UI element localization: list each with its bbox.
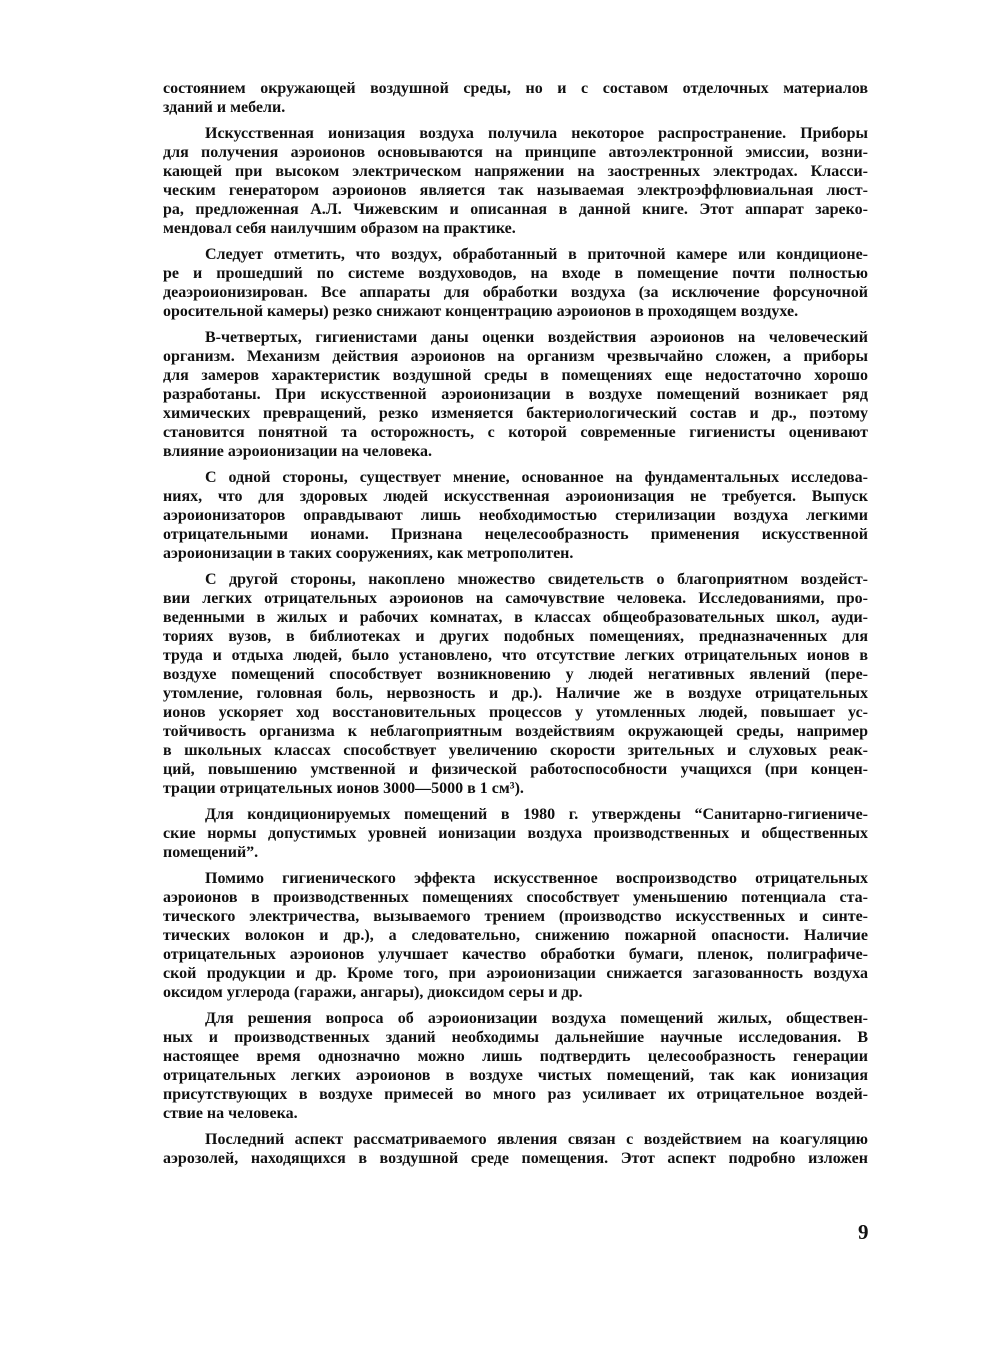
text-line: присутствующих в воздухе примесей во много раз усиливает их отрицательное воздей- xyxy=(163,1086,868,1103)
text-line: веденными в жилых и рабочих комнатах, в классах общеобразовательных школ, ауди- xyxy=(163,609,868,626)
text-line: отрицательных аэроионов улучшает качество обработки бумаги, пленок, полиграфиче- xyxy=(163,946,868,963)
paragraph xyxy=(163,245,868,321)
paragraph xyxy=(163,1130,868,1168)
text-line: Для решения вопроса об аэроионизации воздуха помещений жилых, обществен- xyxy=(205,1010,868,1027)
text-line: мендовал себя наилучшим образом на практике. xyxy=(163,220,516,237)
text-line: настоящее время однозначно можно лишь подтвердить целесообразность генерации xyxy=(163,1048,868,1065)
paragraph xyxy=(163,79,868,117)
page-body xyxy=(163,79,868,1175)
text-line: влияние аэроионизации на человека. xyxy=(163,443,433,460)
paragraph xyxy=(163,124,868,238)
text-line: для замеров характеристик воздушной среды в помещениях еще недостаточно хорошо xyxy=(163,367,868,384)
text-line: становится понятной та осторожность, с которой современные гигиенисты оценивают xyxy=(163,424,868,441)
text-line: тойчивость организма к неблагоприятным воздействиям окружающей среды, например xyxy=(163,723,868,740)
text-line: С другой стороны, накоплено множество свидетельств о благоприятном воздейст- xyxy=(205,571,868,588)
text-line: Искусственная ионизация воздуха получила некоторое распространение. Приборы xyxy=(205,125,868,142)
text-line: ниях, что для здоровых людей искусственная аэроионизация не требуется. Выпуск xyxy=(163,488,868,505)
text-line: ствие на человека. xyxy=(163,1105,298,1122)
text-line: помещений”. xyxy=(163,844,259,861)
text-line: труда и отдыха людей, было установлено, что отсутствие легких отрицательных ионов в xyxy=(163,647,868,664)
text-line: ионов ускоряет ход восстановительных процессов у утомленных людей, повышает ус- xyxy=(163,704,868,721)
text-line: вии легких отрицательных аэроионов на самочувствие человека. Исследованиями, про- xyxy=(163,590,868,607)
text-line: отрицательными ионами. Признана нецелесообразность применения искусственной xyxy=(163,526,868,543)
text-line: в школьных классах способствует увеличению скорости зрительных и слуховых реак- xyxy=(163,742,868,759)
text-line: аэроионизации в таких сооружениях, как метрополитен. xyxy=(163,545,574,562)
text-line: организм. Механизм действия аэроионов на организм чрезвычайно сложен, а приборы xyxy=(163,348,868,365)
paragraph xyxy=(163,805,868,862)
text-line: отрицательных легких аэроионов в воздухе чистых помещений, так как ионизация xyxy=(163,1067,868,1084)
text-line: ческим генератором аэроионов является так называемая электроэффлювиальная люст- xyxy=(163,182,868,199)
text-line: трации отрицательных ионов 3000—5000 в 1 см³). xyxy=(163,780,524,797)
text-line: тического электричества, вызываемого трением (производство искусственных и синте- xyxy=(163,908,868,925)
paragraph xyxy=(163,570,868,798)
text-line: оросительной камеры) резко снижают концентрацию аэроионов в проходящем воздухе. xyxy=(163,303,799,320)
text-line: ре и прошедший по системе воздуховодов, на входе в помещение почти полностью xyxy=(163,265,868,282)
text-line: ской продукции и др. Кроме того, при аэроионизации снижается загазованность воздуха xyxy=(163,965,868,982)
text-line: ных и производственных зданий необходимы дальнейшие научные исследования. В xyxy=(163,1029,868,1046)
text-line: деаэроионизирован. Все аппараты для обработки воздуха (за исключение форсуночной xyxy=(163,284,868,301)
paragraph xyxy=(163,468,868,563)
text-line: состоянием окружающей воздушной среды, но и с составом отделочных материалов xyxy=(163,80,868,97)
text-line: аэроионов в производственных помещениях способствует уменьшению потенциала ста- xyxy=(163,889,868,906)
text-line: химических превращений, резко изменяется бактериологический состав и др., поэтому xyxy=(163,405,868,422)
text-line: Помимо гигиенического эффекта искусственное воспроизводство отрицательных xyxy=(205,870,868,887)
text-line: кающей при высоком электрическом напряжении на заостренных электродах. Класси- xyxy=(163,163,868,180)
text-line: зданий и мебели. xyxy=(163,99,286,116)
text-line: В-четвертых, гигиенистами даны оценки воздействия аэроионов на человеческий xyxy=(205,329,868,346)
text-line: Для кондиционируемых помещений в 1980 г. утверждены “Санитарно-гигиениче- xyxy=(205,806,868,823)
page-number: 9 xyxy=(858,1220,869,1244)
text-line: ра, предложенная А.Л. Чижевским и описанная в данной книге. Этот аппарат зареко- xyxy=(163,201,868,218)
text-line: для получения аэроионов основываются на принципе автоэлектронной эмиссии, возни- xyxy=(163,144,868,161)
text-line: воздухе помещений способствует возникновению у людей негативных явлений (пере- xyxy=(163,666,868,683)
text-line: утомление, головная боль, нервозность и др.). Наличие же в воздухе отрицательных xyxy=(163,685,868,702)
text-line: ций, повышению умственной и физической работоспособности учащихся (при концен- xyxy=(163,761,868,778)
paragraph xyxy=(163,869,868,1002)
text-line: разработаны. При искусственной аэроионизации в воздухе помещений возникает ряд xyxy=(163,386,868,403)
text-line: С одной стороны, существует мнение, основанное на фундаментальных исследова- xyxy=(205,469,868,486)
paragraph xyxy=(163,1009,868,1123)
text-line: Следует отметить, что воздух, обработанный в приточной камере или кондиционе- xyxy=(205,246,868,263)
text-line: Последний аспект рассматриваемого явления связан с воздействием на коагуляцию xyxy=(205,1131,868,1148)
text-line: оксидом углерода (гаражи, ангары), диоксидом серы и др. xyxy=(163,984,583,1001)
paragraph xyxy=(163,328,868,461)
text-line: тических волокон и др.), а следовательно, снижению пожарной опасности. Наличие xyxy=(163,927,868,944)
text-line: ториях вузов, в библиотеках и других подобных помещениях, предназначенных для xyxy=(163,628,868,645)
text-line: ские нормы допустимых уровней ионизации воздуха производственных и общественных xyxy=(163,825,868,842)
text-line: аэроионизаторов оправдывают лишь необходимостью стерилизации воздуха легкими xyxy=(163,507,868,524)
text-line: аэрозолей, находящихся в воздушной среде помещения. Этот аспект подробно изложен xyxy=(163,1150,868,1167)
